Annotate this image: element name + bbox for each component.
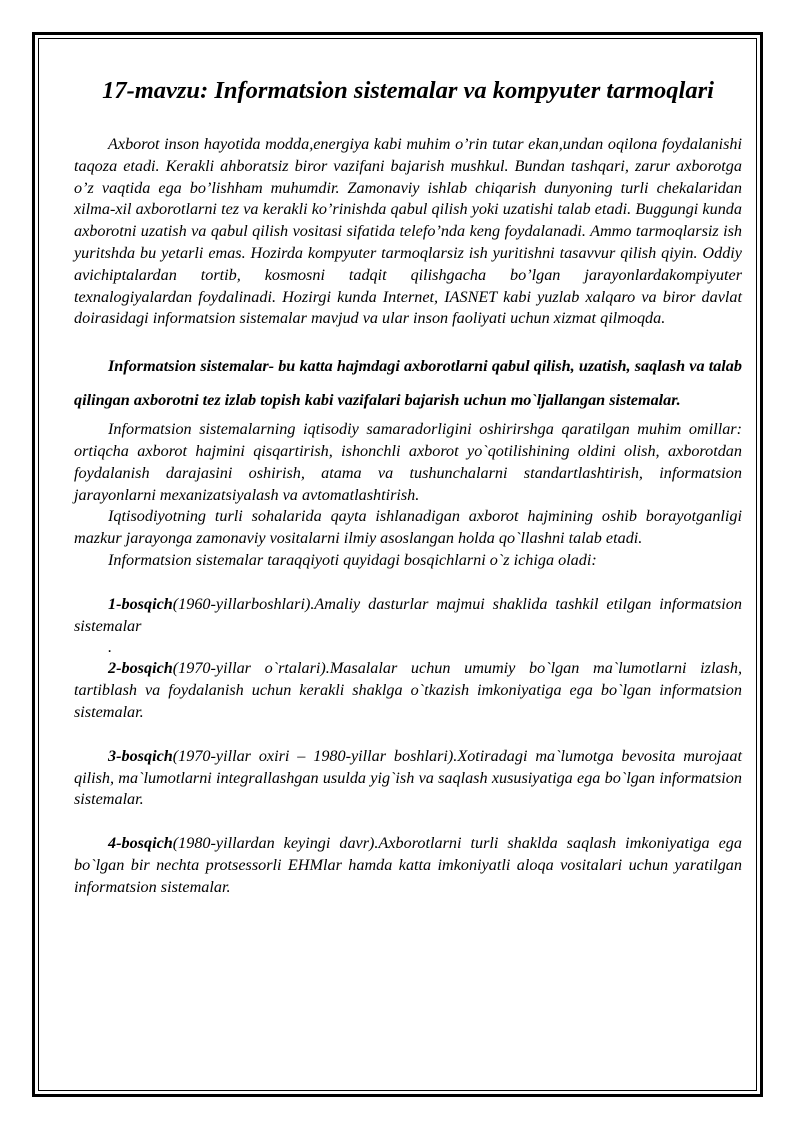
stage-2-label: 2-bosqich bbox=[108, 659, 173, 678]
definition-paragraph: Informatsion sistemalar- bu katta hajmdagi axborotlarni qabul qilish, uzatish, saqlash va talab qilingan axborotni tez izlab topish kabi vazifalari bajarish uchun mo`ljallangan sistemalar. bbox=[74, 357, 742, 409]
economy-paragraph: Iqtisodiyotning turli sohalarida qayta ishlanadigan axborot hajmining oshib borayotganligi mazkur jarayonga zamonaviy vositalarni ilmiy asoslangan holda qo`llashni talab etadi. bbox=[74, 507, 742, 548]
page-title: 17-mavzu: Informatsion sistemalar va kompyuter tarmoqlari bbox=[102, 77, 714, 104]
factors-paragraph: Informatsion sistemalarning iqtisodiy samaradorligini oshirirshga qaratilgan muhim omillar: ortiqcha axborot hajmini qisqartirish, ishonchli axborot yo`qotilishining oldini olish, axborotdan foydalanish darajasini oshirish, atama va tushunchalarni standartlashtirish, informatsion jarayonlarni mexanizatsiyalash va avtomatlashtirish. bbox=[74, 420, 742, 504]
stage-1-label: 1-bosqich bbox=[108, 594, 173, 613]
stage-2-paragraph bbox=[74, 658, 742, 723]
stage-4-paragraph bbox=[74, 833, 742, 898]
document-body bbox=[74, 76, 742, 899]
stage-4-label: 4-bosqich bbox=[108, 834, 173, 853]
stage-1-text: (1960-yillarboshlari).Amaliy dasturlar majmui shaklida tashkil etilgan informatsion sistemalar bbox=[74, 594, 742, 635]
stage-2-text: (1970-yillar o`rtalari).Masalalar uchun umumiy bo`lgan ma`lumotlarni izlash, tartiblash va foydalanish uchun kerakli shaklga o`tkazish imkoniyatiga ega bo`lgan informatsion sistemalar. bbox=[74, 659, 742, 721]
stage-3-text: (1970-yillar oxiri – 1980-yillar boshlari).Xotiradagi ma`lumotga bevosita murojaat qilish, ma`lumotlarni integrallashgan usulda yig`ish va saqlash xususiyatiga ega bo`lgan informatsion sistemalar. bbox=[74, 746, 742, 809]
stray-dot: . bbox=[108, 638, 113, 657]
intro-paragraph: Axborot inson hayotida modda,energiya kabi muhim o’rin tutar ekan,undan oqilona foydalanishi taqoza etadi. Kerakli ahboratsiz biror vazifani bajarish mushkul. Bundan tashqari, zarur axborotga o’z vaqtida ega bo’lishham muhumdir. Zamonaviy ishlab chiqarish dunyoning turli chekalaridan xilma-xil axborotlarni tez va kerakli ko’rinishda qabul qilish yoki uzatishi talab etadi. Buggungi kunda axborotni uzatish va qabul qilish vositasi sifatida telefo’nda keng foydalanadi. Ammo tarmoqlarsiz ish yuritshda bu yetarli emas. Hozirda kompyuter tarmoqlarsiz ish yuritishni tasavvur qilish qiyin. Oddiy avichiptalardan tortib, kosmosni tadqit qilishgacha bo’lgan jarayonlardakompiyuter texnalogiyalardan foydalinadi. Hozirgi kunda Internet, IASNET kabi yuzlab xalqaro va biror davlat doirasidagi informatsion sistemalar mavjud va ular inson faoliyati uchun xizmat qilmoqda. bbox=[74, 135, 742, 328]
stages-intro-paragraph: Informatsion sistemalar taraqqiyoti quyidagi bosqichlarni o`z ichiga oladi: bbox=[108, 550, 597, 569]
stage-1-paragraph bbox=[74, 594, 742, 638]
stage-4-text: (1980-yillardan keyingi davr).Axborotlarni turli shaklda saqlash imkoniyatiga ega bo`lgan bir nechta protsessorli EHMlar hamda katta imkoniyatli aloqa vositalari uchun yaratilgan informatsion sistemalar. bbox=[74, 834, 742, 896]
stage-3-paragraph bbox=[74, 746, 742, 811]
stage-3-label: 3-bosqich bbox=[108, 746, 173, 765]
